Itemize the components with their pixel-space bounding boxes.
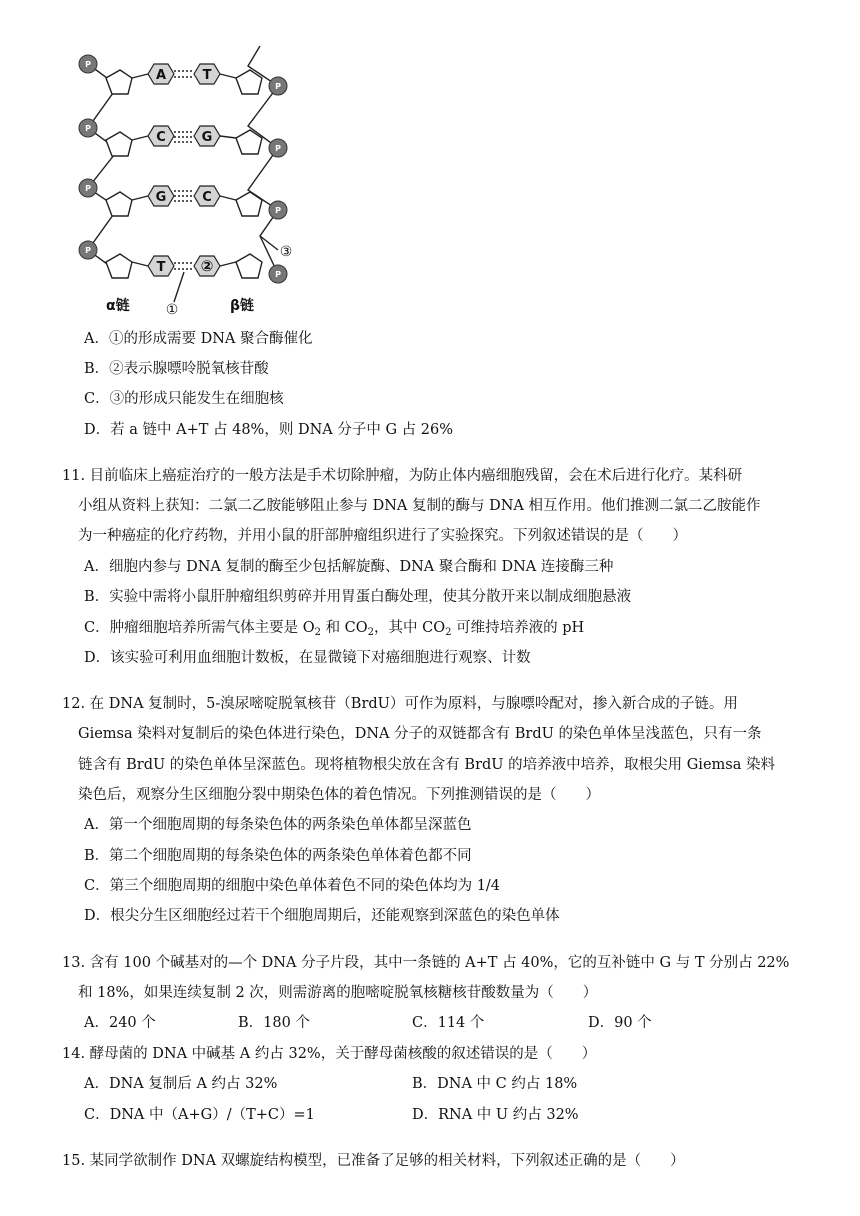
q14-option-a: A．DNA 复制后 A 约占 32%: [84, 1076, 278, 1092]
q15-stem: 15. 某同学欲制作 DNA 双螺旋结构模型，已准备了足够的相关材料，下列叙述正确的是（ ）: [62, 1153, 685, 1169]
marker-3: ③: [279, 244, 293, 260]
phosphate-label: P: [85, 184, 91, 193]
q12-stem-line1: 12. 在 DNA 复制时，5-溴尿嘧啶脱氧核苷（BrdU）可作为原料，与腺嘌呤配对，掺入新合成的子链。用: [62, 696, 738, 712]
q14-option-b: B．DNA 中 C 约占 18%: [412, 1076, 578, 1092]
phosphate-label: P: [275, 206, 281, 215]
q11-option-b: B．实验中需将小鼠肝肿瘤组织剪碎并用胃蛋白酶处理，使其分散开来以制成细胞悬液: [84, 589, 632, 605]
q13-option-d: D．90 个: [588, 1015, 652, 1031]
q13-option-c: C．114 个: [412, 1015, 485, 1031]
q13-option-a: A．240 个: [84, 1015, 156, 1031]
phosphate-label: P: [85, 246, 91, 255]
base-b2: G: [201, 130, 213, 145]
base-a4: T: [156, 260, 166, 275]
q14-option-c: C．DNA 中（A+G）/（T+C）=1: [84, 1107, 315, 1123]
q11-option-a: A．细胞内参与 DNA 复制的酶至少包括解旋酶、DNA 聚合酶和 DNA 连接酶三种: [84, 559, 614, 575]
q11-stem-line3: 为一种癌症的化疗药物，并用小鼠的肝部肿瘤组织进行了实验探究。下列叙述错误的是（ ）: [78, 528, 687, 544]
q10-option-d: D．若 a 链中 A+T 占 48%，则 DNA 分子中 G 占 26%: [84, 422, 453, 438]
q13-stem-line1: 13. 含有 100 个碱基对的—个 DNA 分子片段，其中一条链的 A+T 占 40%，它的互补链中 G 与 T 分别占 22%: [62, 955, 790, 971]
base-b1: T: [202, 68, 212, 83]
phosphate-label: P: [85, 60, 91, 69]
q10-option-b: B．②表示腺嘌呤脱氧核苷酸: [84, 361, 269, 377]
phosphate-label: P: [275, 270, 281, 279]
q12-option-b: B．第二个细胞周期的每条染色体的两条染色单体着色都不同: [84, 848, 472, 864]
q14-stem: 14. 酵母菌的 DNA 中碱基 A 约占 32%，关于酵母菌核酸的叙述错误的是（ ）: [62, 1046, 597, 1062]
q10-option-a: A．①的形成需要 DNA 聚合酶催化: [84, 331, 313, 347]
q11-stem-line1: 11. 目前临床上癌症治疗的一般方法是手术切除肿瘤，为防止体内癌细胞残留，会在术后进行化疗。某科研: [62, 468, 743, 484]
base-a2: C: [156, 130, 166, 145]
dna-structure-figure: [70, 40, 300, 318]
q14-option-d: D．RNA 中 U 约占 32%: [412, 1107, 579, 1123]
q13-option-b: B．180 个: [238, 1015, 310, 1031]
q12-option-a: A．第一个细胞周期的每条染色体的两条染色单体都呈深蓝色: [84, 817, 472, 833]
q13-stem-line2: 和 18%，如果连续复制 2 次，则需游离的胞嘧啶脱氧核糖核苷酸数量为（ ）: [78, 985, 598, 1001]
q11-option-c: C．肿瘤细胞培养所需气体主要是 $O_2$ 和 $CO_2$，其中 $CO_2$ 可维持培养液的 pH: [84, 620, 585, 638]
base-b4: ②: [200, 257, 214, 275]
q12-stem-line3: 链含有 BrdU 的染色单体呈深蓝色。现将植物根尖放在含有 BrdU 的培养液中培养，取根尖用 Giemsa 染料: [78, 757, 775, 773]
alpha-chain-label: α链: [106, 298, 130, 314]
base-a3: G: [155, 190, 167, 205]
q11-stem-line2: 小组从资料上获知：二氯二乙胺能够阻止参与 DNA 复制的酶与 DNA 相互作用。他们推测二氯二乙胺能作: [78, 498, 761, 514]
q12-stem-line2: Giemsa 染料对复制后的染色体进行染色，DNA 分子的双链都含有 BrdU 的染色单体呈浅蓝色，只有一条: [78, 726, 762, 742]
q12-stem-line4: 染色后，观察分生区细胞分裂中期染色体的着色情况。下列推测错误的是（ ）: [78, 787, 600, 803]
q11-option-d: D．该实验可利用血细胞计数板，在显微镜下对癌细胞进行观察、计数: [84, 650, 531, 666]
phosphate-label: P: [275, 144, 281, 153]
beta-chain-label: β链: [230, 298, 255, 314]
q12-option-d: D．根尖分生区细胞经过若干个细胞周期后，还能观察到深蓝色的染色单体: [84, 908, 560, 924]
q12-option-c: C．第三个细胞周期的细胞中染色单体着色不同的染色体均为 1/4: [84, 878, 501, 894]
phosphate-label: P: [85, 124, 91, 133]
q10-option-c: C．③的形成只能发生在细胞核: [84, 391, 284, 407]
marker-1: ①: [165, 302, 179, 318]
phosphate-label: P: [275, 82, 281, 91]
base-b3: C: [202, 190, 212, 205]
base-a1: A: [155, 68, 167, 83]
